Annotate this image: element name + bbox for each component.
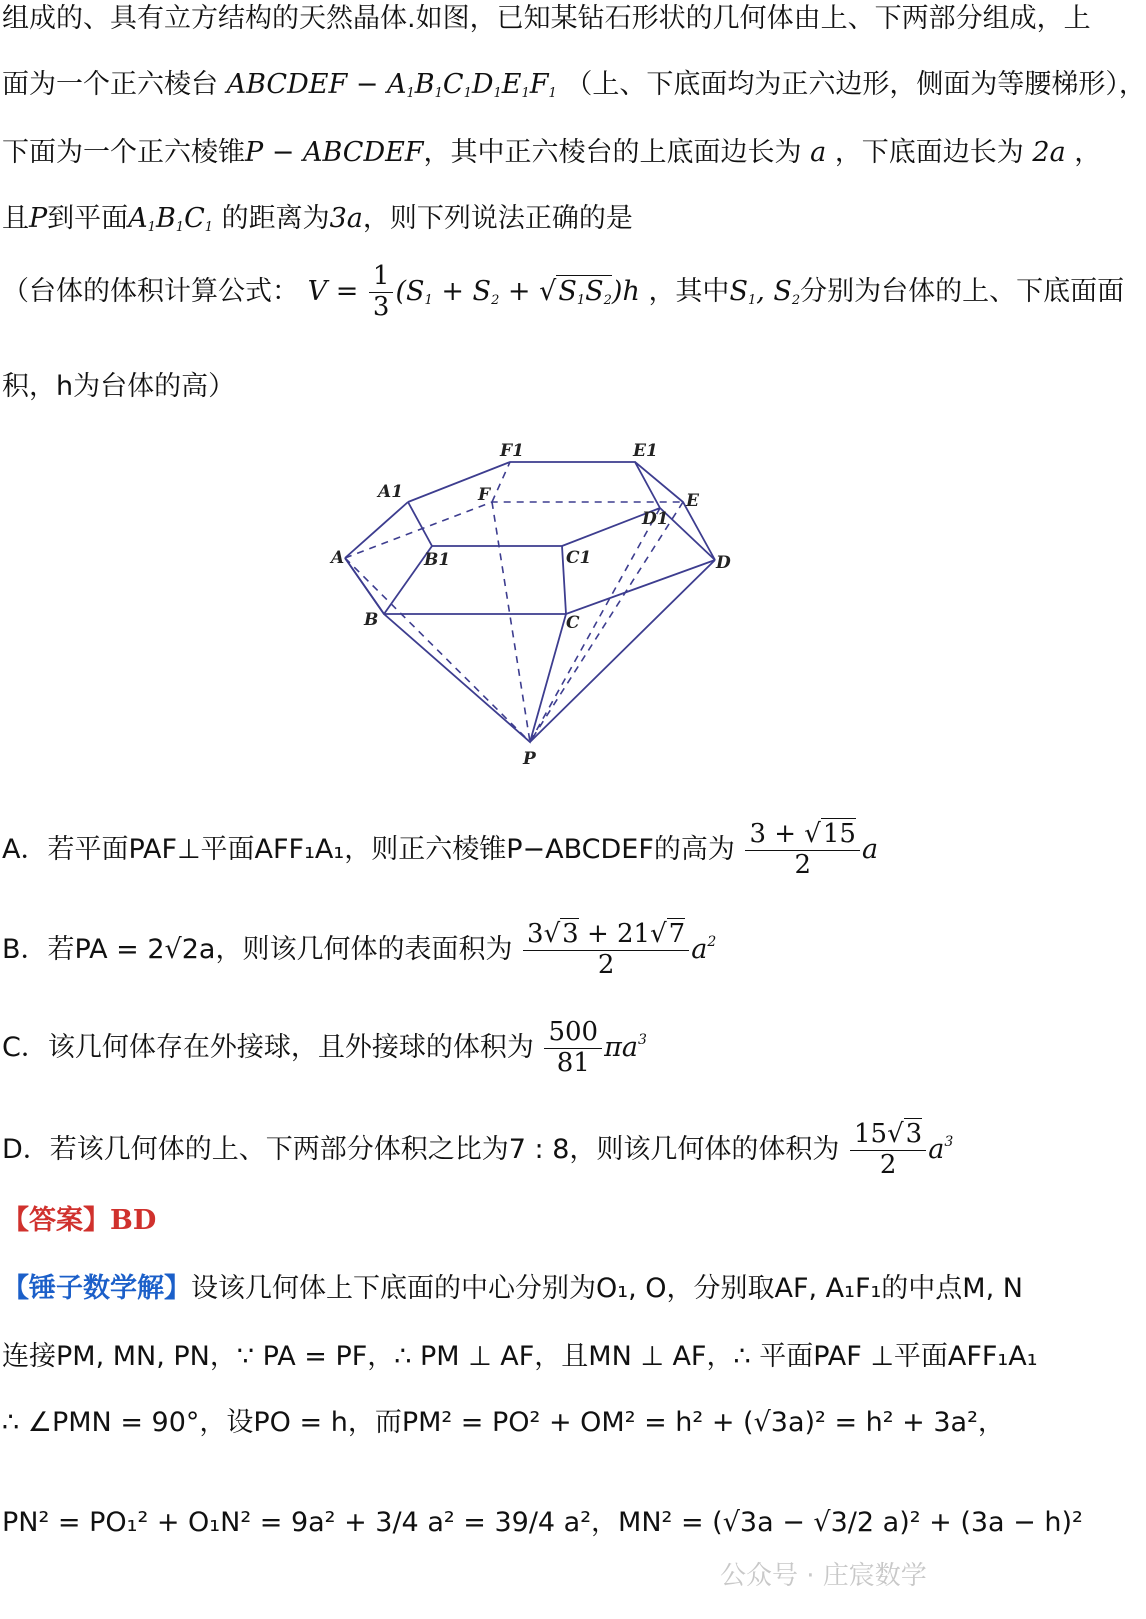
option-A: A．若平面PAF⊥平面AFF₁A₁，则正六棱锥P−ABCDEF的高为 $\frac{3 + √15}{2}$ a [2,819,879,880]
label-A1: A1 [378,482,404,502]
problem-line-1: 组成的、具有立方结构的天然晶体.如图，已知某钻石形状的几何体由上、下两部分组成，上 [2,3,1091,34]
solution-line-4: PN² = PO₁² + O₁N² = 9a² + 3/4 a² = 39/4 a²，MN² = (√3a − √3/2 a)² + (3a − h)² [2,1507,1083,1538]
problem-line-4: 且P到平面$A_1B_1C_1$ 的距离为3a，则下列说法正确的是 [2,203,633,235]
answer-label: 【答案】 [2,1205,110,1236]
option-D: D．若该几何体的上、下两部分体积之比为7 : 8，则该几何体的体积为 $\frac{15√3}{2}$ $a^3$ [2,1119,954,1180]
label-A: A [331,548,345,568]
problem-line-3: 下面为一个正六棱锥P − ABCDEF，其中正六棱台的上底面边长为 a ，下底面边长为 2a ， [2,137,1102,168]
answer-line [2,1198,156,1237]
label-F: F [478,485,491,505]
label-C: C [566,613,580,633]
answer-value: BD [110,1205,157,1236]
solution-line-1: 【锤子数学解】设该几何体上下底面的中心分别为O₁, O，分别取AF, A₁F₁的中点M, N [2,1273,1023,1304]
problem-line-5: （台体的体积计算公式： V = $\frac{1}{3}$ $(S_1 + S_2 + √S_1S_2)h$ ，其中$S_1$, $S_2$分别为台体的上、下底面面 [2,261,1125,322]
label-E: E [686,491,699,511]
solution-label: 【锤子数学解】 [2,1273,191,1304]
label-E1: E1 [633,441,658,461]
label-B: B [364,610,379,630]
watermark: 公众号 · 庄宸数学 [720,1561,927,1591]
problem-line-2: 面为一个正六棱台 ABCDEF − $A_1B_1C_1D_1E_1F_1$ （上、下底面均为正六边形，侧面为等腰梯形）， [2,69,1146,101]
label-C1: C1 [566,548,592,568]
option-B: B．若PA = 2√2a，则该几何体的表面积为 $\frac{3√3 + 21√7}{2}$ $a^2$ [2,919,717,980]
label-D1: D1 [642,509,669,529]
option-C: C．该几何体存在外接球，且外接球的体积为 $\frac{500}{81}$ $\pi a^3$ [2,1017,647,1078]
diamond-figure [330,441,750,780]
solution-line-2: 连接PM, MN, PN，∵ PA = PF，∴ PM ⊥ AF，且MN ⊥ AF，∴ 平面PAF ⊥平面AFF₁A₁ [2,1341,1038,1372]
label-B1: B1 [424,550,451,570]
label-P: P [523,749,536,769]
solution-line-3: ∴ ∠PMN = 90°，设PO = h，而PM² = PO² + OM² = h² + (√3a)² = h² + 3a²， [2,1407,1005,1438]
problem-line-6: 积，h为台体的高） [2,371,236,402]
label-F1: F1 [500,441,524,461]
label-D: D [716,553,731,573]
fraction-one-third: $\frac{1}{3}$ [369,262,394,323]
